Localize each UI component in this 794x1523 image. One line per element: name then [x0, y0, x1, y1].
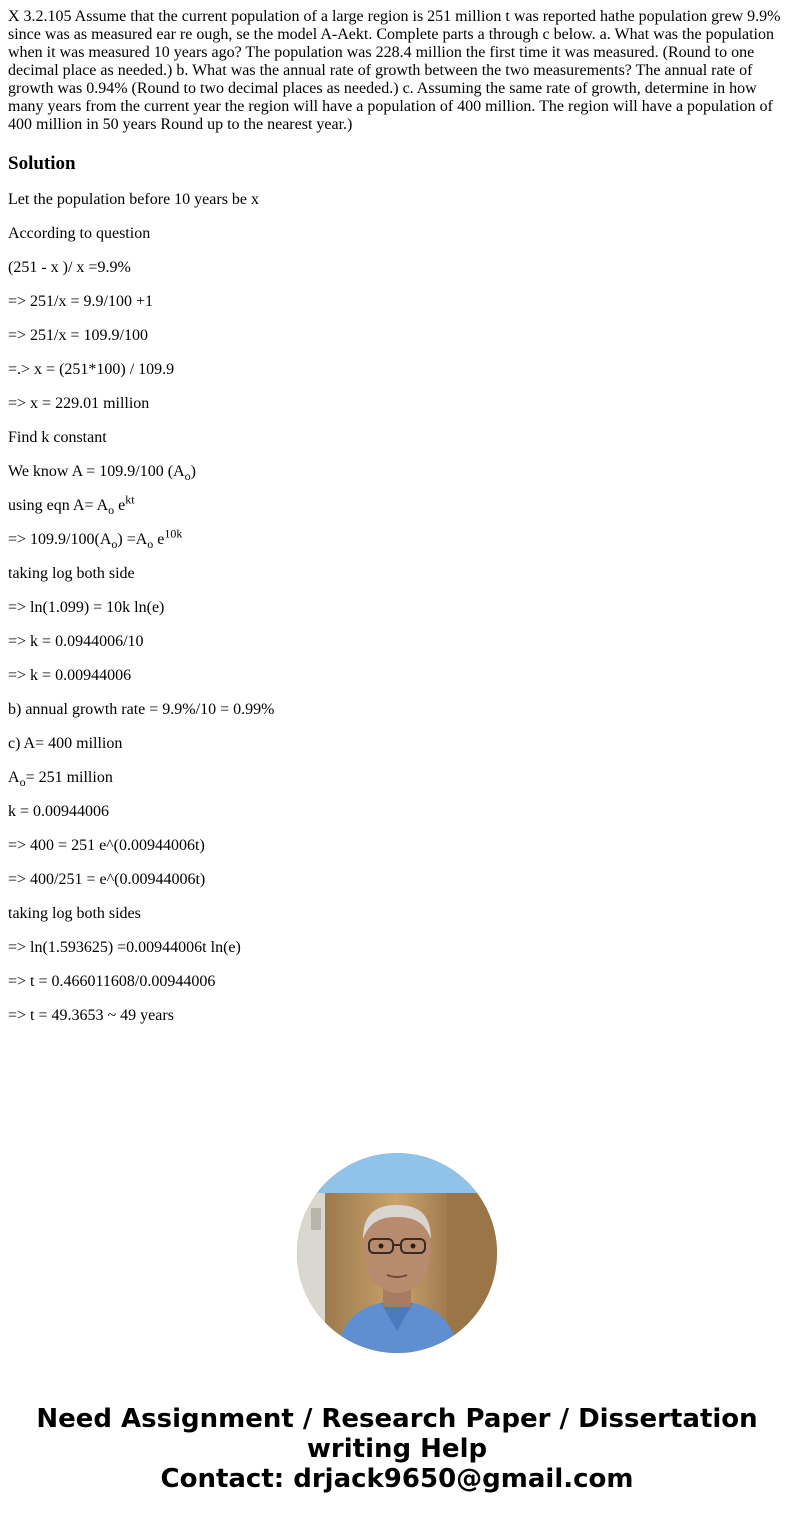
superscript: kt — [125, 492, 135, 507]
superscript: 10k — [164, 526, 183, 541]
contact-banner — [0, 1404, 794, 1494]
step-line: => ln(1.593625) =0.00944006t ln(e) — [8, 939, 241, 956]
step-line-with-subscript — [8, 463, 786, 484]
step-line: => 251/x = 9.9/100 +1 — [8, 293, 153, 310]
step-text: We know A = 109.9/100 (A — [8, 463, 185, 480]
author-avatar — [297, 1153, 497, 1353]
avatar-portrait — [297, 1153, 497, 1353]
step-line: k = 0.00944006 — [8, 803, 110, 820]
step-line: => k = 0.00944006 — [8, 667, 132, 684]
subscript: o — [147, 537, 154, 552]
subscript: o — [19, 775, 26, 790]
step-line: (251 - x )/ x =9.9% — [8, 259, 131, 276]
banner-line: Need Assignment / Research Paper / Dissertation — [36, 1404, 758, 1434]
step-text: e — [114, 497, 126, 514]
contact-email: Contact: drjack9650@gmail.com — [160, 1464, 634, 1494]
step-text: using eqn A= A — [8, 497, 109, 514]
step-line-with-exponent — [8, 526, 786, 552]
step-line: taking log both sides — [8, 905, 141, 922]
step-text: => 109.9/100(A — [8, 531, 112, 548]
step-line: => t = 0.466011608/0.00944006 — [8, 973, 216, 990]
question-text: X 3.2.105 Assume that the current population of a large region is 251 million t was reported hathe population grew 9.9% since was as measured ear re ough, se the model A-Aekt. Complete parts a through c below. a. What was the population when it was measured 10 years ago? The population was 228.4 million the first time it was measured. (Round to one decimal place as needed.) b. What was the annual rate of growth between the two measurements? The annual rate of growth was 0.94% (Round to two decimal places as needed.) c. Assuming the same rate of growth, determine in how many years from the current year the region will have a population of 400 million. The region will have a population of 400 million in 50 years Round up to the nearest year.) — [8, 8, 781, 133]
step-line: => 251/x = 109.9/100 — [8, 327, 148, 344]
step-text: ) — [190, 463, 196, 480]
step-text: e — [153, 531, 165, 548]
step-line: c) A= 400 million — [8, 735, 123, 752]
step-line: =.> x = (251*100) / 109.9 — [8, 361, 175, 378]
step-line: => x = 229.01 million — [8, 395, 150, 412]
step-line: => k = 0.0944006/10 — [8, 633, 144, 650]
subscript: o — [111, 537, 118, 552]
step-line-with-subscript — [8, 769, 786, 790]
step-line-with-exponent — [8, 492, 786, 518]
step-line: => 400/251 = e^(0.00944006t) — [8, 871, 206, 888]
step-text: A — [8, 769, 20, 786]
document-body — [8, 0, 786, 1025]
step-text: ) =A — [117, 531, 148, 548]
step-line: b) annual growth rate = 9.9%/10 = 0.99% — [8, 701, 275, 718]
banner-line: writing Help — [306, 1434, 488, 1464]
subscript: o — [184, 469, 191, 484]
step-line: taking log both side — [8, 565, 135, 582]
step-line: => t = 49.3653 ~ 49 years — [8, 1007, 174, 1024]
step-line: => ln(1.099) = 10k ln(e) — [8, 599, 165, 616]
step-line: According to question — [8, 225, 151, 242]
step-text: = 251 million — [25, 769, 113, 786]
subscript: o — [108, 503, 115, 518]
step-line: Find k constant — [8, 429, 107, 446]
solution-heading: Solution — [8, 153, 76, 174]
step-line: => 400 = 251 e^(0.00944006t) — [8, 837, 205, 854]
step-line: Let the population before 10 years be x — [8, 191, 260, 208]
